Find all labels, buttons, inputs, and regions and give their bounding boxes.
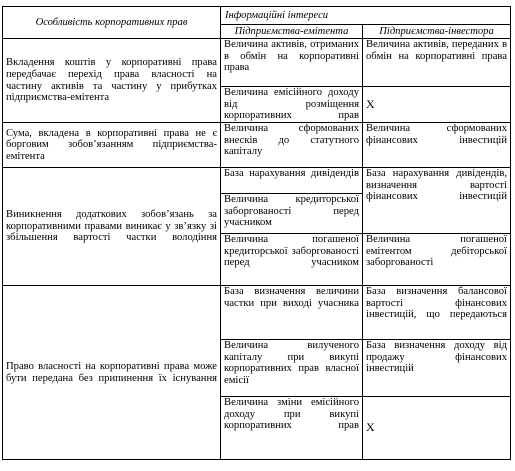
feature-column-header: Особливість корпоративних прав [3,7,221,39]
issuer-cell: Величина активів, отриманих в обмін на корпоративні права [221,39,363,87]
investor-cell: Величина погашеної емітентом дебіторської заборгованості [363,234,511,286]
header-row [3,7,511,25]
issuer-cell: Величина кредиторської заборгованості перед учасником [221,194,363,234]
issuer-cell: Величина вилученого капіталу при викупі корпоративних прав власної емісії [221,340,363,397]
investor-cell: База визначення балансової вартості фінансових інвестицій, що передаються [363,286,511,340]
table-row [3,168,511,194]
issuer-column-header: Підприємства-емітента [221,25,363,39]
issuer-cell: База визначення величини частки при виході учасника [221,286,363,340]
investor-cell: База нарахування дивідендів, визначення вартості фінансових інвестицій [363,168,511,234]
investor-cell: База визначення доходу від продажу фінансових інвестицій [363,340,511,397]
table-row [3,39,511,87]
investor-cell: Х [363,87,511,123]
investor-cell: Величина сформованих фінансових інвестицій [363,123,511,168]
information-interests-table [2,6,511,460]
feature-cell: Вкладення коштів у корпоративні права передбачає перехід права власності на частину активів та частину у прибутках підприємства-емітента [3,39,221,123]
table-row [3,286,511,340]
information-interests-header: Інформаційні інтереси [221,7,511,25]
issuer-cell: Величина зміни емісійного доходу при викупі корпоративних прав [221,397,363,460]
table-row [3,123,511,168]
investor-cell: Х [363,397,511,460]
feature-cell: Право власності на корпоративні права може бути передана без припинення їх існування [3,286,221,460]
feature-cell: Виникнення додаткових зобов’язань за корпоративними правами виникає у зв’язку зі збільшення вартості частки володіння [3,168,221,286]
issuer-cell: Величина сформованих внесків до статутного капіталу [221,123,363,168]
issuer-cell: Величина погашеної кредиторської заборгованості перед учасником [221,234,363,286]
investor-column-header: Підприємства-інвестора [363,25,511,39]
investor-cell: Величина активів, переданих в обмін на корпоративні права [363,39,511,87]
feature-cell: Сума, вкладена в корпоративні права не є борговим зобов’язанням підприємства-емітента [3,123,221,168]
issuer-cell: База нарахування дивідендів [221,168,363,194]
issuer-cell: Величина емісійного доходу від розміщення корпоративних прав [221,87,363,123]
